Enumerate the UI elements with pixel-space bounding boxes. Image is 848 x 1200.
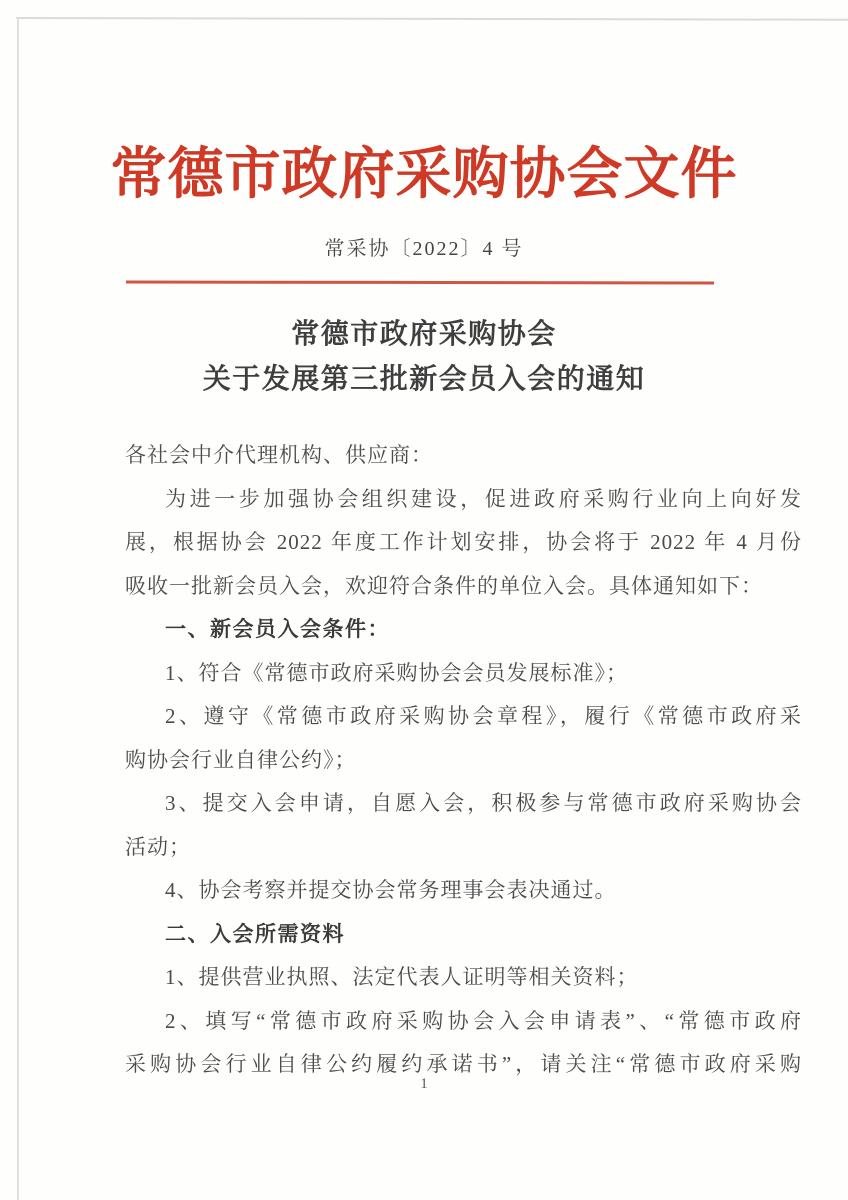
body-line: 展，根据协会 2022 年度工作计划安排，协会将于 2022 年 4 月份 (125, 530, 802, 554)
body-line: 4、协会考察并提交协会常务理事会表决通过。 (165, 878, 617, 902)
body-line: 3、提交入会申请，自愿入会，积极参与常德市政府采购协会 (165, 791, 802, 815)
body-line: 1、提供营业执照、法定代表人证明等相关资料； (165, 965, 639, 989)
scan-edge-top-line (16, 17, 848, 21)
body-line: 吸收一批新会员入会，欢迎符合条件的单位入会。具体通知如下： (125, 573, 763, 598)
body-line: 2、遵守《常德市政府采购协会章程》，履行《常德市政府采 (165, 704, 802, 728)
body-line: 各社会中介代理机构、供应商： (125, 443, 433, 467)
body-line: 购协会行业自律公约》； (125, 747, 357, 772)
body-line: 2、填写“常德市政府采购协会入会申请表”、“常德市政府 (165, 1008, 802, 1033)
title-line-1: 常德市政府采购协会 (291, 319, 557, 350)
body-line: 为进一步加强协会组织建设，促进政府采购行业向上向好发 (165, 486, 802, 511)
document-number: 常采协〔2022〕4 号 (324, 238, 524, 260)
letterhead-title: 常德市政府采购协会文件 (110, 144, 738, 206)
page-number: 1 (420, 1076, 428, 1092)
body-line: 二、入会所需资料 (165, 922, 345, 946)
body-line: 1、符合《常德市政府采购协会会员发展标准》； (165, 660, 628, 685)
document-body (125, 434, 802, 1087)
body-line: 活动； (125, 834, 191, 859)
body-line: 一、新会员入会条件： (165, 618, 390, 641)
title-line-2: 关于发展第三批新会员入会的通知 (202, 364, 646, 395)
body-line: 采购协会行业自律公约履约承诺书”，请关注“常德市政府采购 (125, 1052, 802, 1076)
red-separator-rule (126, 280, 714, 284)
document-title (0, 312, 848, 402)
